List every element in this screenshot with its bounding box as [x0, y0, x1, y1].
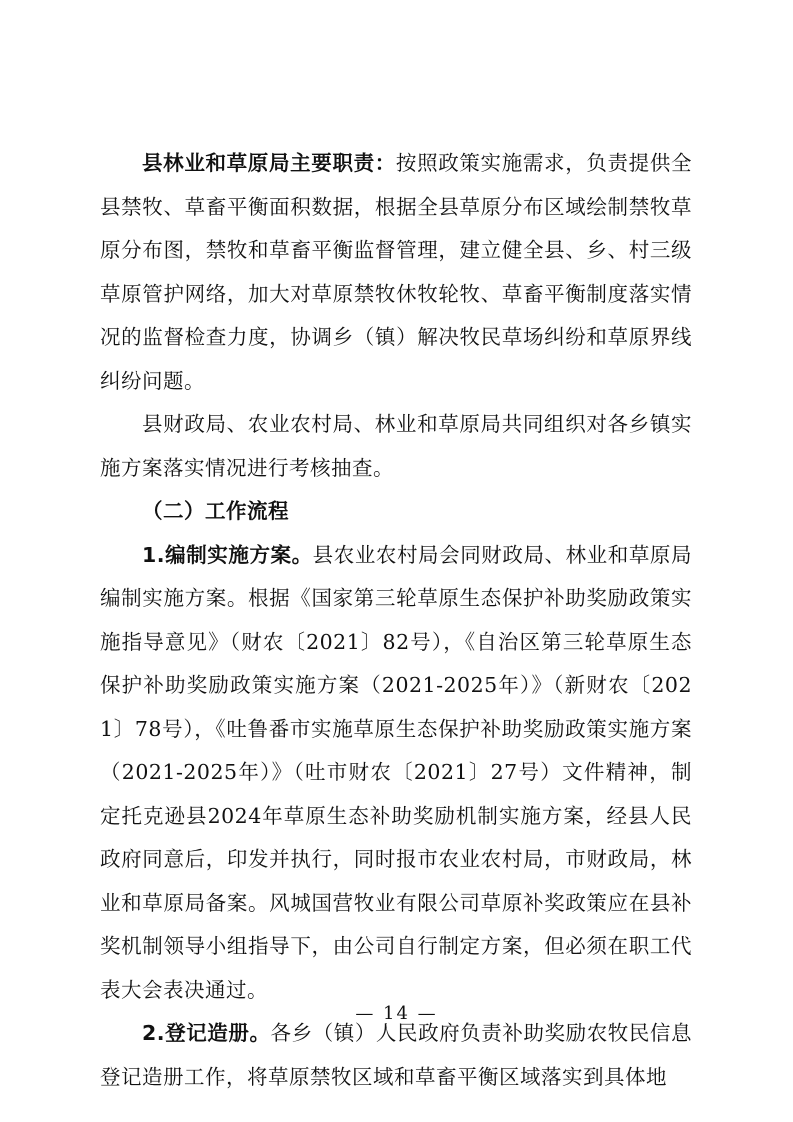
- paragraph-lead: 县林业和草原局主要职责：: [142, 151, 396, 175]
- paragraph-text: 按照政策实施需求，负责提供全县禁牧、草畜平衡面积数据，根据全县草原分布区域绘制禁牧草原分布图，禁牧和草畜平衡监督管理，建立健全县、乡、村三级草原管护网络，加大对草原禁牧休牧轮牧、草畜平衡制度落实情况的监督检查力度，协调乡（镇）解决牧民草场纠纷和草原界线纠纷问题。: [100, 151, 693, 393]
- document-body: [100, 142, 692, 1099]
- page-number: — 14 —: [355, 1003, 438, 1024]
- paragraph-text: 各乡（镇）人民政府负责补助奖励农牧民信息登记造册工作，将草原禁牧区域和草畜平衡区域落实到具体地: [100, 1021, 693, 1089]
- paragraph-compile-plan: [100, 534, 692, 1013]
- paragraph-forestry-duties: [100, 142, 692, 403]
- paragraph-registration: [100, 1012, 692, 1099]
- section-heading: （二）工作流程: [142, 499, 289, 523]
- paragraph-lead: 1.编制实施方案。: [142, 542, 313, 567]
- paragraph-text: 县财政局、农业农村局、林业和草原局共同组织对各乡镇实施方案落实情况进行考核抽查。: [100, 412, 692, 480]
- paragraph-joint-inspection: [100, 403, 692, 490]
- paragraph-text: 县农业农村局会同财政局、林业和草原局编制实施方案。根据《国家第三轮草原生态保护补助奖励政策实施指导意见》（财农〔2021〕82号），《自治区第三轮草原生态保护补助奖励政策实施方案（2021-2025年）》（新财农〔2021〕78号），《吐鲁番市实施草原生态保护补助奖励政策实施方案（2021-2025年）》（吐市财农〔2021〕27号）文件精神，制定托克逊县2024年草原生态补助奖励机制实施方案，经县人民政府同意后，印发并执行，同时报市农业农村局，市财政局，林业和草原局备案。风城国营牧业有限公司草原补奖政策应在县补奖机制领导小组指导下，由公司自行制定方案，但必须在职工代表大会表决通过。: [100, 542, 692, 1002]
- section-heading-workflow: [100, 490, 692, 534]
- paragraph-lead: 2.登记造册。: [142, 1021, 271, 1045]
